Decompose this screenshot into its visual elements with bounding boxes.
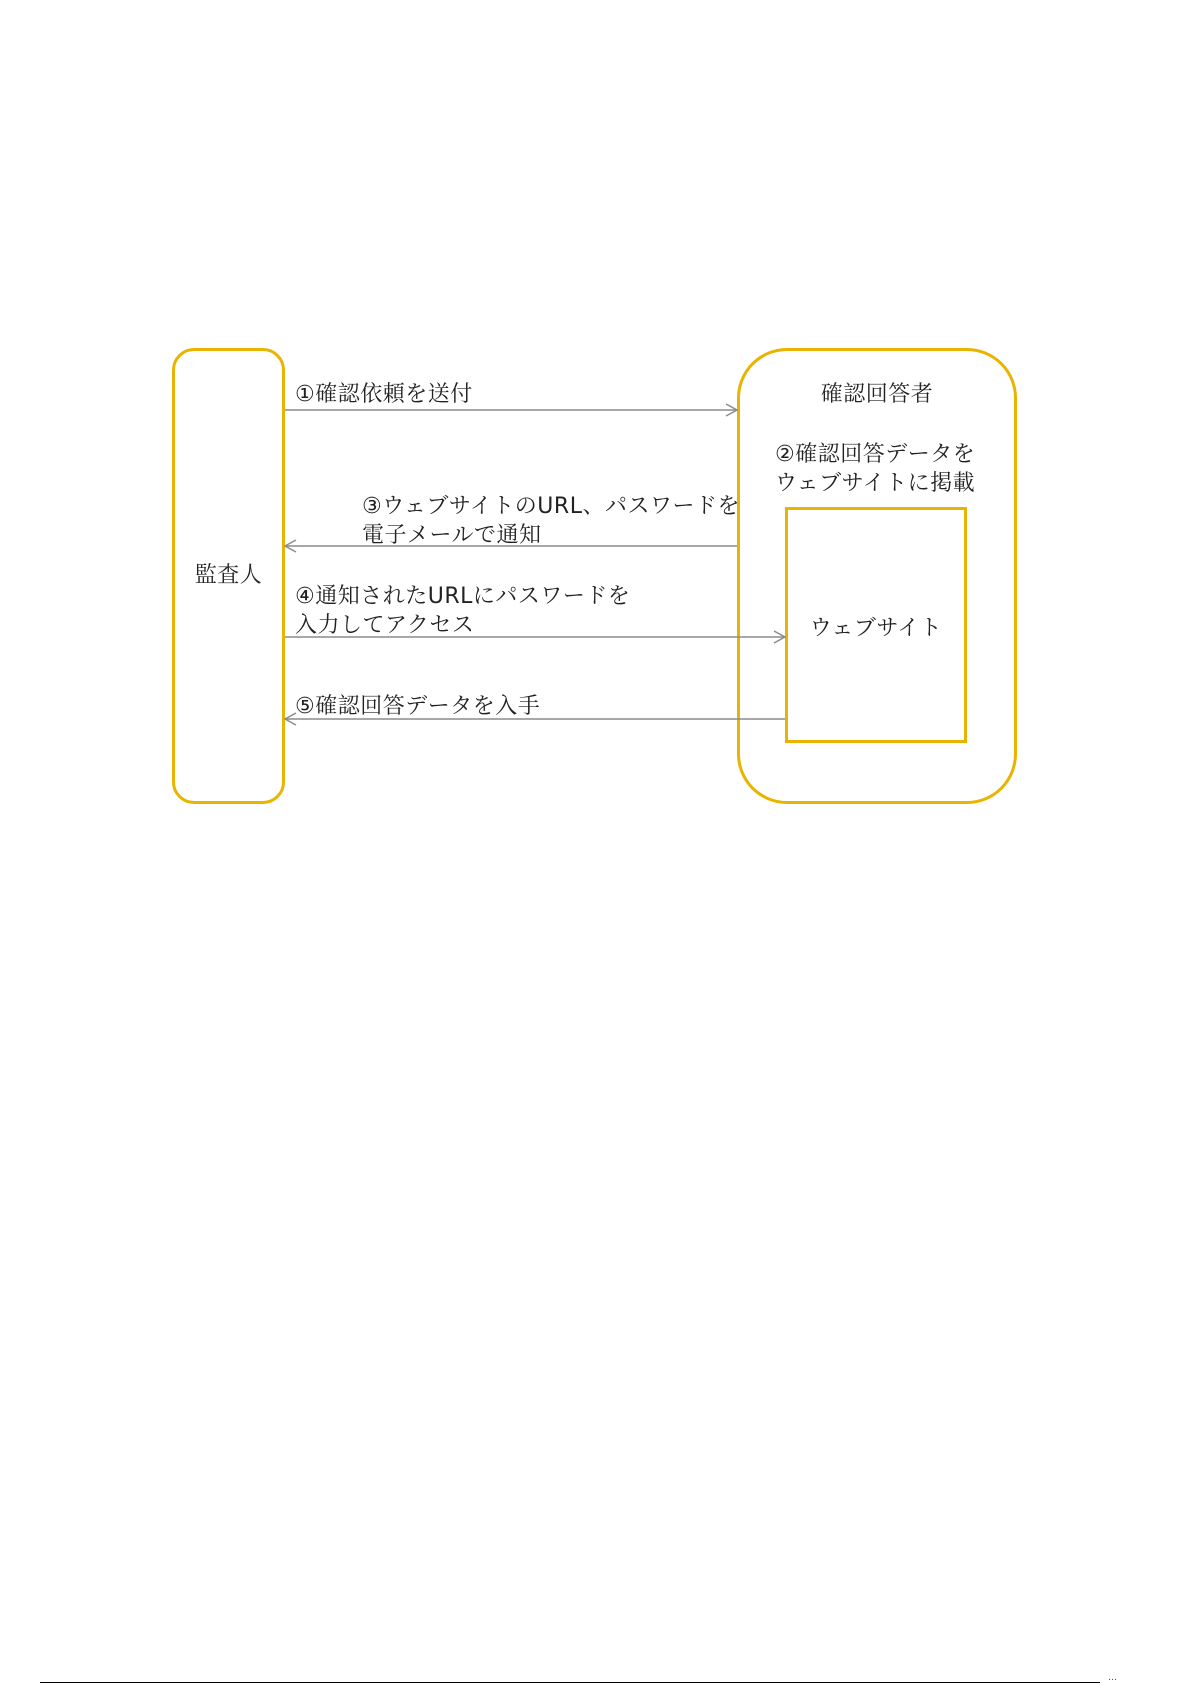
respondent-label: 確認回答者 (820, 382, 934, 407)
step4-line2: 入力してアクセス (295, 613, 475, 638)
auditor-label: 監査人 (194, 563, 263, 588)
arrow-step1-head (726, 404, 737, 416)
step4-line1: ④通知されたURLにパスワードを (295, 584, 631, 609)
step1-label: ①確認依頼を送付 (295, 382, 473, 407)
arrow-step3-head (285, 540, 296, 552)
step3-label (362, 492, 740, 550)
step3-line2: 電子メールで通知 (362, 523, 542, 548)
step2-line2: ウェブサイトに掲載 (775, 471, 976, 496)
footer-mark: … (1108, 1673, 1117, 1683)
step3-line1: ③ウェブサイトのURL、パスワードを (362, 494, 740, 519)
step2-line1: ②確認回答データを (775, 442, 976, 467)
step2-label (775, 440, 975, 498)
website-label: ウェブサイト (809, 616, 943, 641)
step4-label (295, 582, 630, 640)
step5-label: ⑤確認回答データを入手 (295, 694, 541, 719)
footer-rule (40, 1682, 1100, 1683)
